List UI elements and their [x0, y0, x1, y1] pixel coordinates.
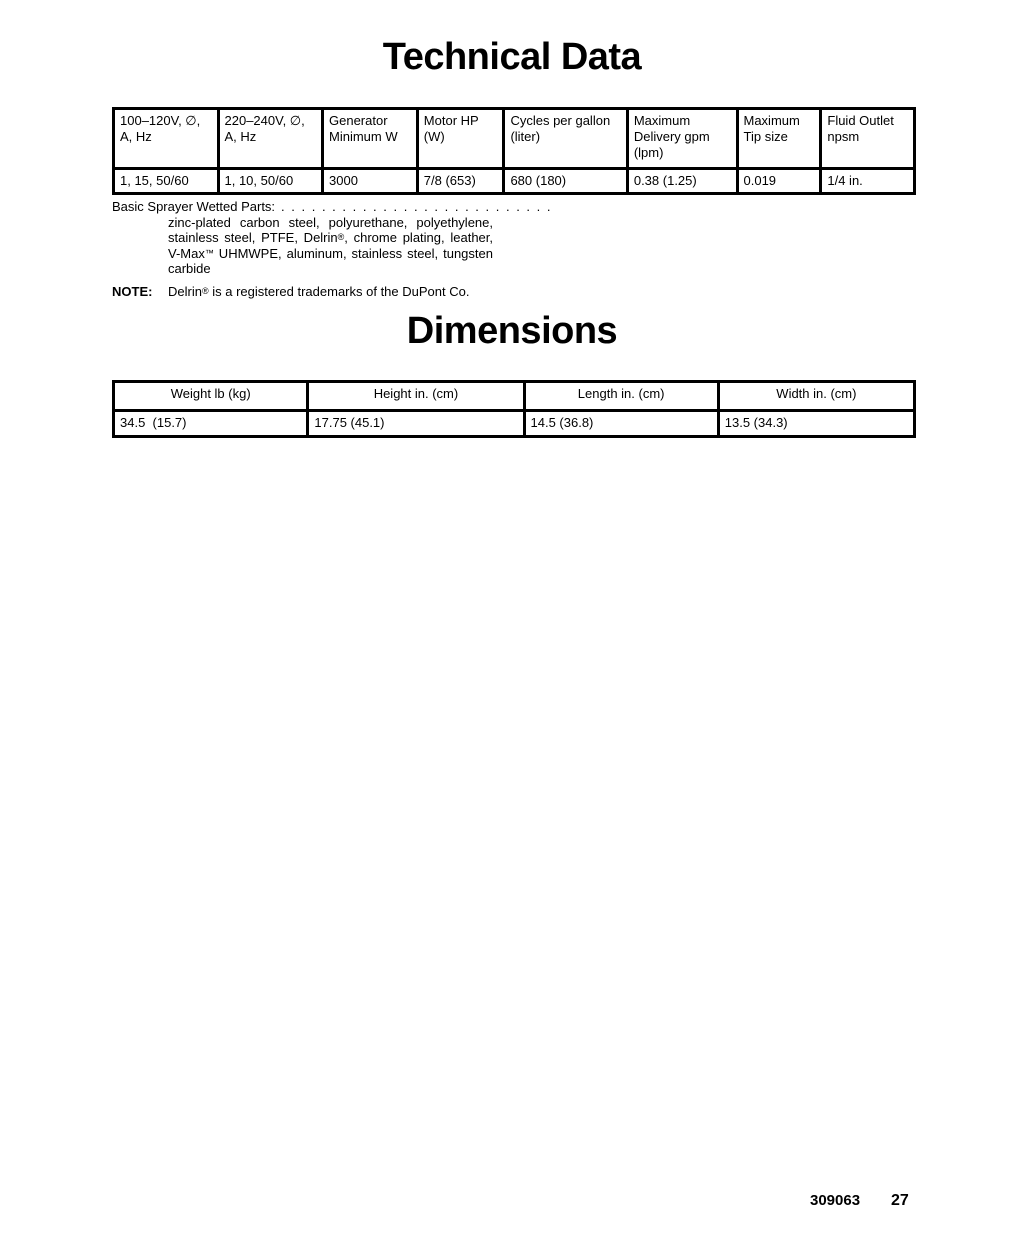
value-cell: 3000 — [323, 169, 418, 194]
page-number: 27 — [891, 1192, 909, 1209]
header-cell: 100–120V, ∅, A, Hz — [114, 109, 219, 169]
value-cell: 1, 15, 50/60 — [114, 169, 219, 194]
wetted-parts-text-2: , chrome plating, leather, V-Max — [168, 230, 493, 261]
value-cell: 1/4 in. — [821, 169, 915, 194]
value-cell: 0.38 (1.25) — [627, 169, 737, 194]
header-cell: 220–240V, ∅, A, Hz — [218, 109, 323, 169]
registered-mark: ® — [201, 286, 209, 296]
header-cell: Fluid Outlet npsm — [821, 109, 915, 169]
page-title-dimensions: Dimensions — [406, 310, 618, 352]
value-cell: 14.5 (36.8) — [524, 411, 718, 437]
value-cell: 0.019 — [737, 169, 821, 194]
wetted-parts-text-1: zinc-plated carbon steel, polyurethane, polyethylene, stainless steel, PTFE, Delrin — [168, 214, 493, 245]
technical-data-table — [112, 107, 916, 195]
note-text-1: Delrin — [168, 284, 202, 299]
header-cell: Maximum Delivery gpm (lpm) — [627, 109, 737, 169]
page-title-technical-data: Technical Data — [382, 36, 642, 78]
header-cell: Cycles per gallon (liter) — [504, 109, 627, 169]
dot-leader: . . . . . . . . . . . . . . . . . . . . . . . . . . . — [281, 199, 552, 214]
note-block — [112, 283, 469, 300]
header-cell: Width in. (cm) — [718, 382, 914, 411]
value-cell: 1, 10, 50/60 — [218, 169, 323, 194]
wetted-parts-leader — [112, 199, 552, 215]
value-cell: 7/8 (653) — [417, 169, 504, 194]
table-row — [114, 169, 915, 194]
value-cell: 17.75 (45.1) — [308, 411, 524, 437]
value-cell: 34.5 (15.7) — [114, 411, 308, 437]
table-header-row — [114, 382, 915, 411]
dimensions-table — [112, 380, 916, 438]
wetted-parts-text-3: UHMWPE, aluminum, stainless steel, tungsten carbide — [168, 245, 493, 276]
wetted-parts-list — [168, 215, 493, 277]
wetted-parts-label: Basic Sprayer Wetted Parts: — [112, 199, 276, 214]
table-row — [114, 411, 915, 437]
registered-mark: ® — [337, 232, 345, 242]
note-label: NOTE: — [112, 284, 153, 299]
trademark-mark: ™ — [204, 247, 214, 258]
wetted-parts-block — [112, 199, 552, 277]
value-cell: 13.5 (34.3) — [718, 411, 914, 437]
header-cell: Height in. (cm) — [308, 382, 524, 411]
header-cell: Weight lb (kg) — [114, 382, 308, 411]
note-text-2: is a registered trademarks of the DuPont Co. — [208, 284, 470, 299]
table-header-row — [114, 109, 915, 169]
header-cell: Maximum Tip size — [737, 109, 821, 169]
header-cell: Motor HP (W) — [417, 109, 504, 169]
header-cell: Generator Minimum W — [323, 109, 418, 169]
header-cell: Length in. (cm) — [524, 382, 718, 411]
value-cell: 680 (180) — [504, 169, 627, 194]
document-number: 309063 — [810, 1192, 861, 1209]
